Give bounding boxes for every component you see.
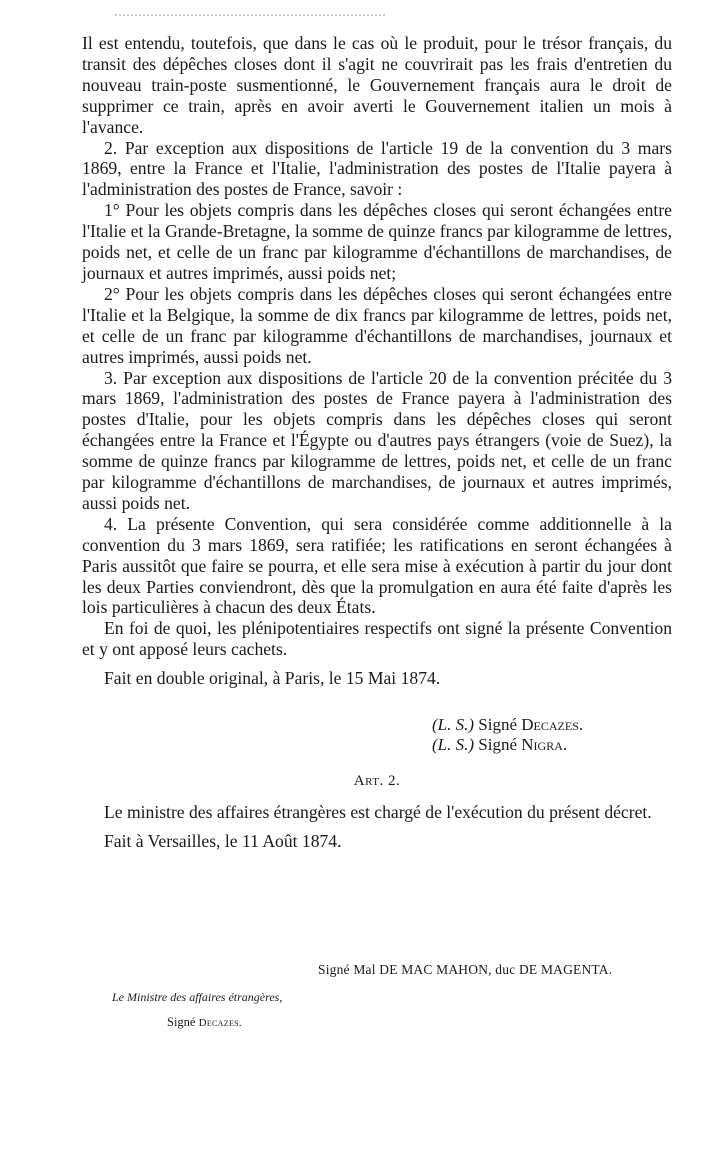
paragraph-article-2: 2. Par exception aux dispositions de l'article 19 de la convention du 3 mars 1869, entre la France et l'Italie, l'administration des postes de l'Italie payera à l'administration des postes de France, savoir :	[82, 137, 672, 200]
signatory-name: Nigra.	[521, 735, 568, 755]
seal-mark: (L. S.)	[432, 715, 475, 735]
page-top-mark	[115, 14, 385, 18]
paragraph-execution: Le ministre des affaires étrangères est chargé de l'exécution du présent décret.	[104, 802, 652, 823]
paragraph-article-3: 3. Par exception aux dispositions de l'article 20 de la convention précitée du 3 mars 1869, l'administration des postes de France payera à l'administration des postes d'Italie, pour les objets compris dans les dépêches closes qui seront échangées entre la France et l'Égypte ou d'autres pays étrangers (voie de Suez), la somme de quinze francs par kilogramme de lettres, poids net, et celle de un franc par kilogramme d'échantillons de marchandises, de journaux et autres imprimés, aussi poids net.	[82, 367, 672, 513]
paragraph-article-4: 4. La présente Convention, qui sera considérée comme additionnelle à la convention du 3 mars 1869, sera ratifiée; les ratifications en seront échangées à Paris aussitôt que faire se pourra, et elle sera mise à exécution à partir du jour dont les deux Parties conviendront, dès que la promulgation en aura été faite d'après les lois particulières à chacun des deux États.	[82, 513, 672, 618]
signature-line	[432, 715, 672, 735]
paragraph-in-witness: En foi de quoi, les plénipotentiaires respectifs ont signé la présente Convention et y ont apposé leurs cachets.	[82, 618, 672, 660]
paragraph-done-at-paris: Fait en double original, à Paris, le 15 Mai 1874.	[104, 668, 441, 689]
minister-name: Decazes.	[198, 1017, 242, 1029]
signature-line	[432, 735, 672, 755]
signed-label: Signé	[167, 1015, 196, 1029]
convention-text	[82, 33, 672, 689]
signed-label: Signé	[478, 735, 518, 755]
article-heading: Art. 2.	[353, 773, 401, 790]
signatory-name: Decazes.	[521, 715, 584, 735]
minister-title: Le Ministre des affaires étrangères,	[112, 990, 283, 1004]
paragraph-item-1: 1° Pour les objets compris dans les dépêches closes qui seront échangées entre l'Italie et la Grande-Bretagne, la somme de quinze francs par kilogramme de lettres, poids net, et celle de un franc par kilogramme d'échantillons de marchandises, de journaux et autres imprimés, aussi poids net;	[82, 200, 672, 283]
president-signature: Signé Mal DE MAC MAHON, duc DE MAGENTA.	[318, 962, 613, 977]
paragraph-item-2: 2° Pour les objets compris dans les dépêches closes qui seront échangées entre l'Italie et la Belgique, la somme de dix francs par kilogramme de lettres, poids net, et celle de un franc par kilogramme d'échantillons de marchandises, journaux et autres imprimés, aussi poids net.	[82, 283, 672, 367]
minister-signature	[167, 1015, 242, 1030]
seal-mark: (L. S.)	[432, 735, 475, 755]
signed-label: Signé	[478, 715, 518, 735]
document-page	[82, 33, 672, 852]
decree-text	[82, 802, 672, 852]
paragraph-done-at-versailles: Fait à Versailles, le 11 Août 1874.	[104, 831, 342, 851]
plenipotentiary-signatures	[432, 715, 672, 755]
paragraph-reserve-clause: Il est entendu, toutefois, que dans le cas où le produit, pour le trésor français, du transit des dépêches closes dont il s'agit ne couvrirait pas les frais d'entretien du nouveau train-poste susmentionné, le Gouvernement français aura le droit de supprimer ce train, après en avoir averti le Gouvernement italien un mois à l'avance.	[82, 33, 672, 137]
